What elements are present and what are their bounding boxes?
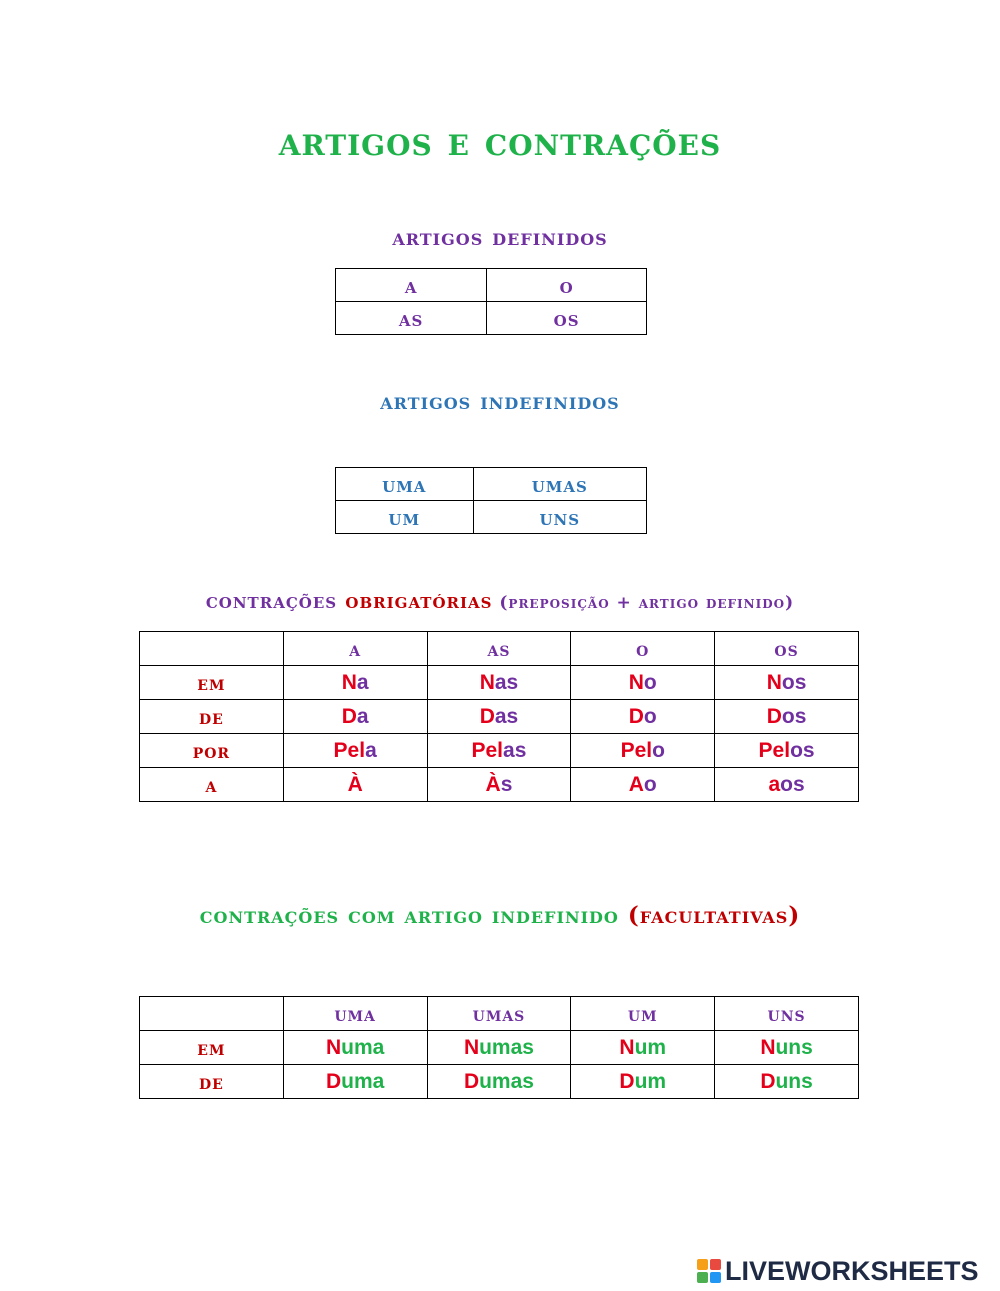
contraction-cell: Dumas (427, 1065, 571, 1099)
contraction-cell: Da (283, 700, 427, 734)
table-row (336, 302, 647, 335)
facultativas-heading (0, 902, 1000, 929)
column-header: uma (283, 997, 427, 1031)
table-row (140, 1065, 859, 1099)
heading-part-highlight: (facultativas) (627, 902, 801, 929)
liveworksheets-logo[interactable] (697, 1256, 979, 1286)
contraction-cell: Dum (571, 1065, 715, 1099)
table-cell: as (336, 302, 487, 335)
contraction-cell: Duns (715, 1065, 859, 1099)
contraction-cell: Nos (715, 666, 859, 700)
contraction-cell: Num (571, 1031, 715, 1065)
contraction-cell: Dos (715, 700, 859, 734)
contraction-cell: Pelo (571, 734, 715, 768)
contraction-cell: Pelos (715, 734, 859, 768)
logo-mark-icon (697, 1259, 721, 1283)
contraction-cell: Numa (283, 1031, 427, 1065)
table-cell: um (336, 501, 474, 534)
heading-part-note: (preposição + artigo definido) (492, 593, 795, 613)
table-row (140, 734, 859, 768)
column-header: a (283, 632, 427, 666)
row-header: a (140, 768, 284, 802)
indefinidos-heading: artigos indefinidos (380, 388, 620, 415)
table-cell: a (336, 269, 487, 302)
definidos-heading: artigos definidos (392, 224, 608, 251)
contraction-cell: Ao (571, 768, 715, 802)
logo-square (697, 1272, 708, 1283)
table-cell: o (487, 269, 647, 302)
table-header-row (140, 997, 859, 1031)
table-cell: os (487, 302, 647, 335)
obrigatorias-heading (0, 588, 1000, 613)
corner-cell (140, 632, 284, 666)
table-cell: uma (336, 468, 474, 501)
contraction-cell: Duma (283, 1065, 427, 1099)
contraction-cell: No (571, 666, 715, 700)
contraction-cell: Pelas (427, 734, 571, 768)
indefinidos-table (335, 467, 647, 534)
contraction-cell: Nas (427, 666, 571, 700)
contraction-cell: Às (427, 768, 571, 802)
contraction-cell: Das (427, 700, 571, 734)
contraction-cell: Do (571, 700, 715, 734)
obrigatorias-table (139, 631, 859, 802)
contraction-cell: Pela (283, 734, 427, 768)
table-row (140, 666, 859, 700)
table-header-row (140, 632, 859, 666)
corner-cell (140, 997, 284, 1031)
column-header: um (571, 997, 715, 1031)
table-row (336, 269, 647, 302)
column-header: os (715, 632, 859, 666)
column-header: o (571, 632, 715, 666)
heading-part: contrações (205, 588, 346, 613)
logo-square (710, 1272, 721, 1283)
table-cell: uns (473, 501, 646, 534)
contraction-cell: Na (283, 666, 427, 700)
column-header: uns (715, 997, 859, 1031)
row-header: de (140, 1065, 284, 1099)
table-row (140, 768, 859, 802)
heading-part: contrações com artigo indefinido (199, 902, 628, 929)
heading-part-highlight: obrigatórias (345, 588, 493, 613)
row-header: de (140, 700, 284, 734)
column-header: umas (427, 997, 571, 1031)
row-header: em (140, 666, 284, 700)
logo-text: LIVEWORKSHEETS (725, 1255, 979, 1286)
contraction-cell: aos (715, 768, 859, 802)
table-row (140, 1031, 859, 1065)
row-header: em (140, 1031, 284, 1065)
contraction-cell: Nuns (715, 1031, 859, 1065)
table-row (140, 700, 859, 734)
page-title: artigos e contrações (278, 118, 722, 165)
logo-square (710, 1259, 721, 1270)
facultativas-table (139, 996, 859, 1099)
table-row (336, 501, 647, 534)
logo-square (697, 1259, 708, 1270)
column-header: as (427, 632, 571, 666)
row-header: por (140, 734, 284, 768)
table-cell: umas (473, 468, 646, 501)
contraction-cell: À (283, 768, 427, 802)
contraction-cell: Numas (427, 1031, 571, 1065)
table-row (336, 468, 647, 501)
definidos-table (335, 268, 647, 335)
